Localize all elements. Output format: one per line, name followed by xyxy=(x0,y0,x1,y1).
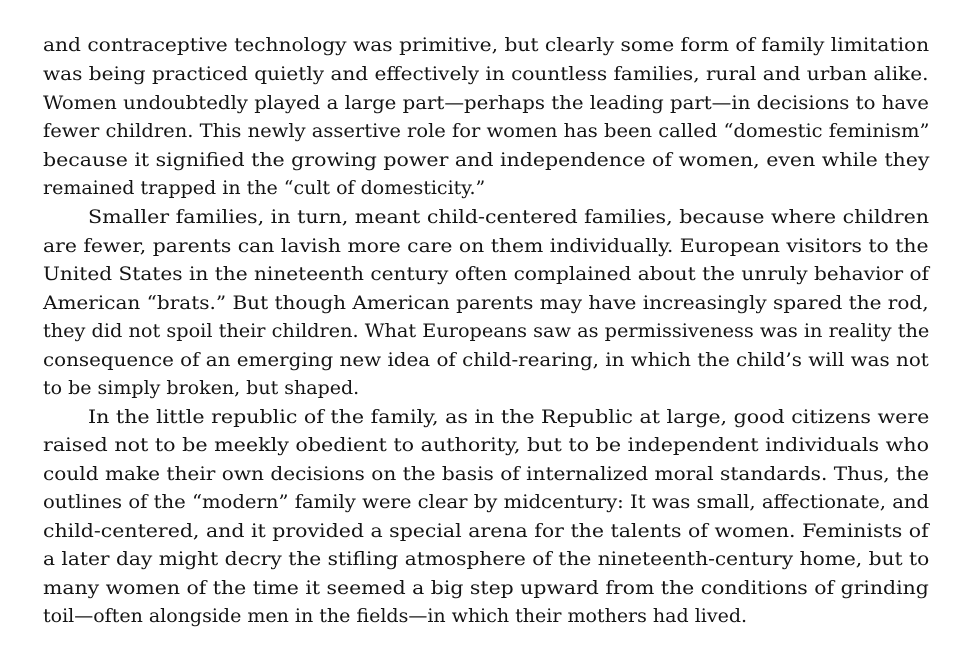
text-line: child-centered, and it provided a special arena for the talents of women. Feminists of xyxy=(43,520,929,542)
text-line: and contraceptive technology was primitive, but clearly some form of family limitation xyxy=(43,34,930,56)
text-line: raised not to be meekly obedient to authority, but to be independent individuals who xyxy=(43,434,929,456)
text-line: a later day might decry the stifling atmosphere of the nineteenth-century home, but to xyxy=(43,548,930,570)
text-line: Smaller families, in turn, meant child-centered families, because where children xyxy=(88,206,930,228)
text-line: toil—often alongside men in the fields—in which their mothers had lived. xyxy=(43,605,748,627)
text-line: could make their own decisions on the basis of internalized moral standards. Thus, the xyxy=(43,463,929,485)
text-line: consequence of an emerging new idea of child-rearing, in which the child’s will was not xyxy=(43,349,929,371)
text-line: to be simply broken, but shaped. xyxy=(43,377,360,399)
text-line: In the little republic of the family, as in the Republic at large, good citizens were xyxy=(88,406,930,428)
text-line: remained trapped in the “cult of domesticity.” xyxy=(43,177,486,199)
text-line: outlines of the “modern” family were clear by midcentury: It was small, affectionate, and xyxy=(43,491,930,513)
text-line: they did not spoil their children. What Europeans saw as permissiveness was in reality the xyxy=(43,320,930,342)
text-line: because it signified the growing power and independence of women, even while they xyxy=(43,149,930,171)
text-line: many women of the time it seemed a big step upward from the conditions of grinding xyxy=(43,577,929,599)
text-line: American “brats.” But though American parents may have increasingly spared the rod, xyxy=(43,292,929,314)
text-line: Women undoubtedly played a large part—perhaps the leading part—in decisions to have xyxy=(43,92,929,114)
text-line: was being practiced quietly and effectively in countless families, rural and urban alike. xyxy=(43,63,929,85)
text-line: fewer children. This newly assertive role for women has been called “domestic feminism” xyxy=(43,120,930,142)
text-line: are fewer, parents can lavish more care on them individually. European visitors to the xyxy=(43,235,929,257)
text-line: United States in the nineteenth century often complained about the unruly behavior of xyxy=(43,263,929,285)
